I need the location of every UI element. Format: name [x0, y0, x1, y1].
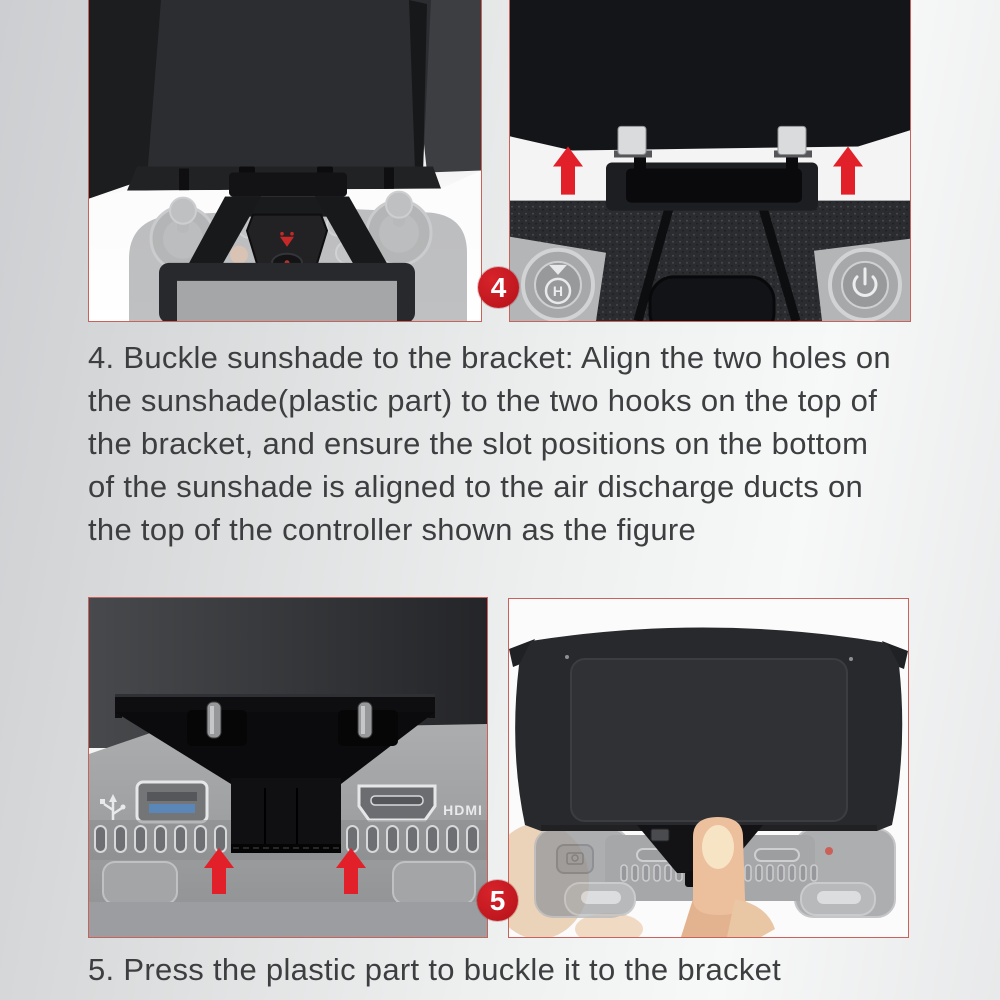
figure-hooks-closeup: [509, 0, 911, 322]
camera-button: [557, 845, 593, 873]
sunshade-on-controller-illustration: [89, 0, 481, 321]
caption-line: 5. Press the plastic part to buckle it to the bracket: [88, 952, 782, 987]
bracket-ports-illustration: [89, 598, 487, 937]
caption-line: 4. Buckle sunshade to the bracket: Align the two holes on: [88, 340, 891, 375]
home-button: [523, 250, 593, 320]
hinge-block: [103, 862, 177, 904]
bracket-tongue: [231, 778, 341, 852]
caption-line: the sunshade(plastic part) to the two hooks on the top of: [88, 383, 878, 418]
hook-tab-right: [774, 126, 812, 157]
hinge-block: [393, 862, 475, 904]
fingernail: [702, 825, 734, 869]
usb-blue-tab: [149, 804, 195, 813]
screen: [177, 281, 397, 321]
figure-press-to-buckle: [508, 598, 909, 938]
sunshade-back-panel: [571, 659, 847, 821]
step-badge-5: 5: [477, 880, 518, 921]
record-dot: [825, 847, 833, 855]
power-button: [830, 250, 900, 320]
controller-body-lower: [89, 902, 487, 937]
figure-sunshade-on-controller: [88, 0, 482, 322]
step4-caption: [88, 336, 891, 551]
press-to-buckle-illustration: [509, 599, 908, 937]
home-button-letter: H: [552, 282, 564, 299]
port-outline: [755, 849, 799, 861]
caption-line: the bracket, and ensure the slot positions on the bottom: [88, 426, 869, 461]
step-badge-4: 4: [478, 267, 519, 308]
figure-bracket-ports-closeup: [88, 597, 488, 938]
sunshade-interior: [89, 0, 481, 199]
center-recess: [650, 277, 774, 321]
step5-caption: [88, 948, 781, 991]
sunshade-back: [509, 627, 908, 831]
hooks-closeup-illustration: [510, 0, 910, 321]
hdmi-label: HDMI: [443, 802, 483, 818]
caption-line: of the sunshade is aligned to the air discharge ducts on: [88, 469, 864, 504]
sunshade-bottom-slab: [510, 0, 910, 150]
clip-hook: [651, 829, 669, 841]
hook-tab-left: [614, 126, 652, 157]
caption-line: the top of the controller shown as the figure: [88, 512, 697, 547]
bracket-crossbar: [626, 169, 802, 203]
controller-button: [230, 246, 248, 264]
tablet-frame: [159, 263, 415, 321]
